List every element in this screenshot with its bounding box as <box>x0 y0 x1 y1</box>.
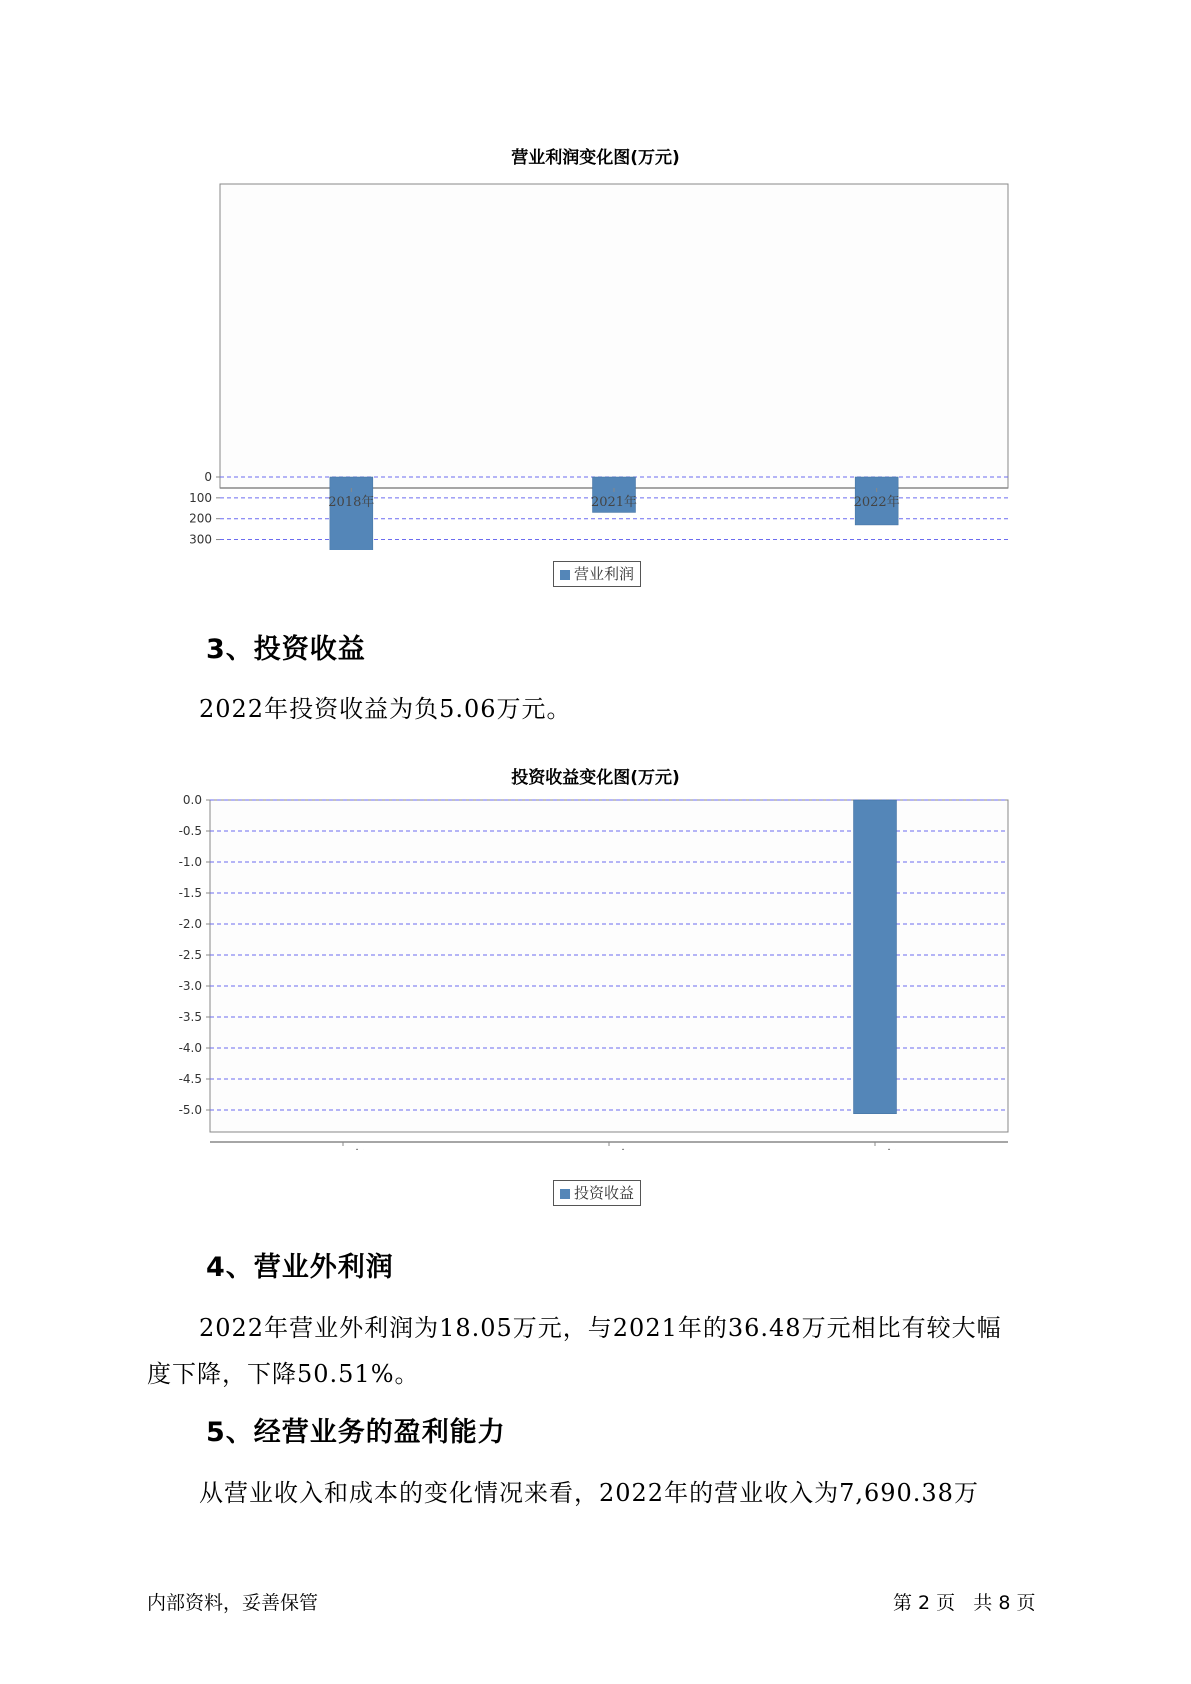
y-tick-label: -4.5 <box>178 1072 202 1086</box>
chart2-legend <box>553 1180 641 1206</box>
y-tick-label: -3.0 <box>178 979 202 993</box>
chart1-title: 营业利润变化图(万元) <box>511 148 680 168</box>
plot-area <box>220 184 1008 488</box>
x-tick-label <box>586 1148 632 1150</box>
chart1-legend <box>553 561 641 587</box>
chart2-plot <box>0 790 1191 1150</box>
y-tick-label: -3.5 <box>178 1010 202 1024</box>
y-tick-label: -1.5 <box>178 886 202 900</box>
chart1-plot <box>0 170 1191 550</box>
y-tick-label: 200 <box>189 511 212 526</box>
legend-swatch <box>560 1189 570 1199</box>
footer-confidential: 内部资料，妥善保管 <box>147 1592 319 1614</box>
y-tick-label: -2.0 <box>178 917 202 931</box>
section-heading-3: 3、投资收益 <box>206 634 366 665</box>
section-heading-4: 4、营业外利润 <box>206 1252 394 1283</box>
x-tick-label: 2021年 <box>590 495 638 510</box>
y-tick-label: -4.0 <box>178 1041 202 1055</box>
x-tick-label <box>320 1148 366 1150</box>
y-tick-label: -0.5 <box>178 824 202 838</box>
bar <box>854 800 897 1114</box>
chart2-title: 投资收益变化图(万元) <box>511 768 680 788</box>
bar <box>330 477 373 550</box>
chart2-legend-label: 投资收益 <box>574 1184 635 1202</box>
y-tick-label: -5.0 <box>178 1103 202 1117</box>
chart1-legend-label: 营业利润 <box>574 565 635 583</box>
x-tick-label <box>852 1148 898 1150</box>
legend-swatch <box>560 570 570 580</box>
y-tick-label: 0 <box>204 470 212 484</box>
footer-page-number: 第 2 页 共 8 页 <box>893 1592 1036 1614</box>
y-tick-label: 0.0 <box>182 793 202 807</box>
paragraph-3: 2022年投资收益为负5.06万元。 <box>199 695 572 723</box>
x-tick-label: 2018年 <box>328 495 375 510</box>
paragraph-5: 从营业收入和成本的变化情况来看，2022年的营业收入为7,690.38万 <box>199 1479 979 1507</box>
y-tick-label: 300 <box>189 532 212 547</box>
paragraph-4: 2022年营业外利润为18.05万元，与2021年的36.48万元相比有较大幅 度下降，下降50.51%。 <box>147 1314 1002 1388</box>
section-heading-5: 5、经营业务的盈利能力 <box>206 1417 506 1448</box>
y-tick-label: -1.0 <box>178 855 202 869</box>
y-tick-label: 100 <box>189 490 212 505</box>
y-tick-label: -2.5 <box>178 948 202 962</box>
x-tick-label: 2022年 <box>853 495 900 510</box>
